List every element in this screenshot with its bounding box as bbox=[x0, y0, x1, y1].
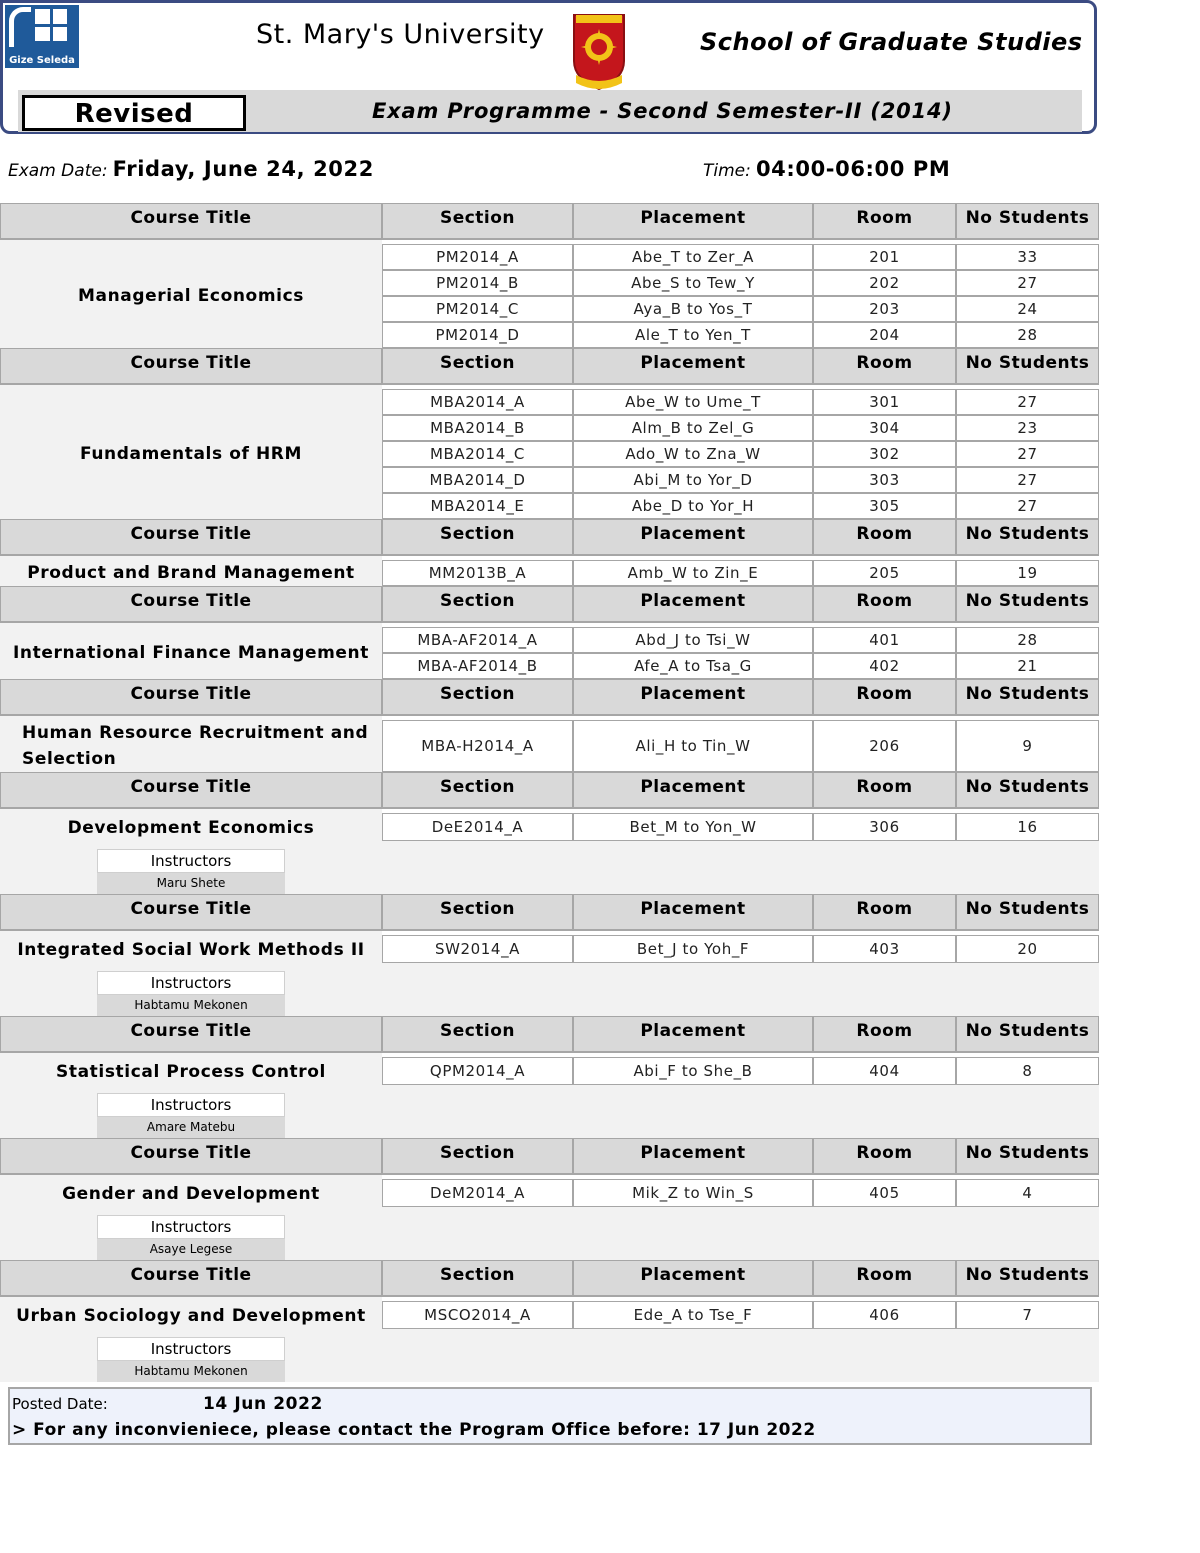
course-title: Human Resource Recruitment and Selection bbox=[22, 723, 369, 769]
section-cell: MM2013B_A bbox=[382, 560, 573, 586]
table-row bbox=[0, 244, 1099, 270]
placement-cell: Ede_A to Tse_F bbox=[573, 1301, 813, 1329]
section-cell: MBA-AF2014_A bbox=[382, 627, 573, 653]
room-cell: 203 bbox=[813, 296, 956, 322]
column-header: Room bbox=[813, 772, 956, 809]
room-cell: 401 bbox=[813, 627, 956, 653]
students-cell: 27 bbox=[956, 493, 1099, 519]
students-cell: 27 bbox=[956, 389, 1099, 415]
course-title: Product and Brand Management bbox=[27, 563, 355, 583]
course-cell bbox=[0, 813, 382, 894]
table-header-row bbox=[0, 519, 1099, 556]
table-row bbox=[0, 1179, 1099, 1207]
placement-cell: Afe_A to Tsa_G bbox=[573, 653, 813, 679]
column-header: No Students bbox=[956, 1260, 1099, 1297]
table-header-row bbox=[0, 1260, 1099, 1297]
exam-schedule-table bbox=[0, 203, 1099, 1382]
room-cell: 402 bbox=[813, 653, 956, 679]
table-header-row bbox=[0, 1138, 1099, 1175]
column-header: Course Title bbox=[0, 772, 382, 809]
section-cell: PM2014_A bbox=[382, 244, 573, 270]
course-cell bbox=[0, 1057, 382, 1138]
placement-cell: Abe_W to Ume_T bbox=[573, 389, 813, 415]
column-header: No Students bbox=[956, 772, 1099, 809]
students-cell: 4 bbox=[956, 1179, 1099, 1207]
placement-cell: Abi_F to She_B bbox=[573, 1057, 813, 1085]
placement-cell: Abe_T to Zer_A bbox=[573, 244, 813, 270]
exam-time-label: Time: bbox=[703, 161, 751, 181]
course-title: Gender and Development bbox=[62, 1184, 320, 1204]
column-header: Course Title bbox=[0, 348, 382, 385]
room-cell: 303 bbox=[813, 467, 956, 493]
placement-cell: Alm_B to Zel_G bbox=[573, 415, 813, 441]
course-cell bbox=[0, 389, 382, 519]
course-title: Integrated Social Work Methods II bbox=[17, 940, 365, 960]
university-name: St. Mary's University bbox=[256, 19, 545, 50]
section-cell: DeM2014_A bbox=[382, 1179, 573, 1207]
students-cell: 33 bbox=[956, 244, 1099, 270]
contact-notice: > For any inconvieniece, please contact the Program Office before: 17 Jun 2022 bbox=[12, 1420, 816, 1440]
students-cell: 24 bbox=[956, 296, 1099, 322]
students-cell: 19 bbox=[956, 560, 1099, 586]
column-header: Placement bbox=[573, 203, 813, 240]
students-cell: 8 bbox=[956, 1057, 1099, 1085]
room-cell: 301 bbox=[813, 389, 956, 415]
exam-time-line bbox=[703, 157, 950, 181]
gize-seleda-logo bbox=[5, 5, 79, 68]
column-header: No Students bbox=[956, 348, 1099, 385]
instructors-box bbox=[97, 971, 285, 1016]
instructor-name: Habtamu Mekonen bbox=[97, 1361, 285, 1382]
section-cell: DeE2014_A bbox=[382, 813, 573, 841]
column-header: Section bbox=[382, 679, 573, 716]
course-title: Fundamentals of HRM bbox=[79, 444, 303, 464]
course-title: Statistical Process Control bbox=[56, 1062, 326, 1082]
course-title: Urban Sociology and Development bbox=[16, 1306, 366, 1326]
instructors-box bbox=[97, 1215, 285, 1260]
course-cell bbox=[0, 560, 382, 586]
school-name: School of Graduate Studies bbox=[700, 28, 1083, 56]
table-row bbox=[0, 1057, 1099, 1085]
column-header: Course Title bbox=[0, 679, 382, 716]
table-header-row bbox=[0, 348, 1099, 385]
column-header: Course Title bbox=[0, 586, 382, 623]
column-header: Placement bbox=[573, 586, 813, 623]
column-header: Placement bbox=[573, 1138, 813, 1175]
column-header: Course Title bbox=[0, 519, 382, 556]
column-header: No Students bbox=[956, 679, 1099, 716]
column-header: Course Title bbox=[0, 1016, 382, 1053]
column-header: Placement bbox=[573, 1260, 813, 1297]
column-header: No Students bbox=[956, 1138, 1099, 1175]
course-cell bbox=[0, 1179, 382, 1260]
instructor-name: Maru Shete bbox=[97, 873, 285, 894]
column-header: Section bbox=[382, 1260, 573, 1297]
course-title: Development Economics bbox=[67, 818, 315, 838]
column-header: Section bbox=[382, 772, 573, 809]
course-cell bbox=[0, 1301, 382, 1382]
instructor-name: Asaye Legese bbox=[97, 1239, 285, 1260]
course-cell bbox=[0, 935, 382, 1016]
students-cell: 7 bbox=[956, 1301, 1099, 1329]
room-cell: 404 bbox=[813, 1057, 956, 1085]
table-header-row bbox=[0, 586, 1099, 623]
programme-title: Exam Programme - Second Semester-II (2014) bbox=[372, 99, 953, 123]
room-cell: 204 bbox=[813, 322, 956, 348]
room-cell: 304 bbox=[813, 415, 956, 441]
section-cell: MBA2014_E bbox=[382, 493, 573, 519]
instructors-label: Instructors bbox=[97, 1093, 285, 1117]
instructors-label: Instructors bbox=[97, 971, 285, 995]
exam-date-line bbox=[8, 157, 374, 181]
room-cell: 205 bbox=[813, 560, 956, 586]
section-cell: MBA2014_A bbox=[382, 389, 573, 415]
column-header: Placement bbox=[573, 519, 813, 556]
students-cell: 28 bbox=[956, 322, 1099, 348]
column-header: Room bbox=[813, 348, 956, 385]
section-cell: MBA2014_B bbox=[382, 415, 573, 441]
column-header: Course Title bbox=[0, 203, 382, 240]
table-header-row bbox=[0, 894, 1099, 931]
room-cell: 201 bbox=[813, 244, 956, 270]
room-cell: 406 bbox=[813, 1301, 956, 1329]
course-title: Managerial Economics bbox=[78, 286, 304, 306]
column-header: Room bbox=[813, 1016, 956, 1053]
table-row bbox=[0, 627, 1099, 653]
students-cell: 20 bbox=[956, 935, 1099, 963]
table-row bbox=[0, 720, 1099, 772]
column-header: Room bbox=[813, 519, 956, 556]
placement-cell: Ale_T to Yen_T bbox=[573, 322, 813, 348]
column-header: Section bbox=[382, 586, 573, 623]
placement-cell: Mik_Z to Win_S bbox=[573, 1179, 813, 1207]
course-title: International Finance Management bbox=[13, 643, 369, 663]
instructors-box bbox=[97, 1093, 285, 1138]
column-header: Section bbox=[382, 348, 573, 385]
column-header: No Students bbox=[956, 586, 1099, 623]
column-header: No Students bbox=[956, 1016, 1099, 1053]
column-header: Room bbox=[813, 1260, 956, 1297]
column-header: Course Title bbox=[0, 894, 382, 931]
column-header: No Students bbox=[956, 894, 1099, 931]
students-cell: 9 bbox=[956, 720, 1099, 772]
exam-date-label: Exam Date: bbox=[8, 161, 108, 181]
table-header-row bbox=[0, 1016, 1099, 1053]
instructor-name: Habtamu Mekonen bbox=[97, 995, 285, 1016]
room-cell: 403 bbox=[813, 935, 956, 963]
section-cell: MBA2014_D bbox=[382, 467, 573, 493]
posted-date-label: Posted Date: bbox=[12, 1395, 108, 1413]
students-cell: 23 bbox=[956, 415, 1099, 441]
table-row bbox=[0, 560, 1099, 586]
course-cell bbox=[0, 244, 382, 348]
section-cell: PM2014_B bbox=[382, 270, 573, 296]
footer-notice-box bbox=[8, 1387, 1092, 1445]
column-header: Room bbox=[813, 894, 956, 931]
column-header: Course Title bbox=[0, 1138, 382, 1175]
column-header: Placement bbox=[573, 348, 813, 385]
instructors-label: Instructors bbox=[97, 1337, 285, 1361]
placement-cell: Aya_B to Yos_T bbox=[573, 296, 813, 322]
logo-label: Gize Seleda bbox=[9, 55, 75, 66]
instructor-name: Amare Matebu bbox=[97, 1117, 285, 1138]
table-row bbox=[0, 389, 1099, 415]
column-header: Course Title bbox=[0, 1260, 382, 1297]
course-cell bbox=[0, 627, 382, 679]
instructors-label: Instructors bbox=[97, 849, 285, 873]
instructors-box bbox=[97, 849, 285, 894]
column-header: Section bbox=[382, 203, 573, 240]
column-header: No Students bbox=[956, 203, 1099, 240]
column-header: Placement bbox=[573, 679, 813, 716]
exam-time-value: 04:00-06:00 PM bbox=[755, 157, 951, 181]
column-header: Room bbox=[813, 679, 956, 716]
section-cell: MSCO2014_A bbox=[382, 1301, 573, 1329]
students-cell: 27 bbox=[956, 467, 1099, 493]
column-header: Section bbox=[382, 519, 573, 556]
section-cell: SW2014_A bbox=[382, 935, 573, 963]
column-header: Placement bbox=[573, 772, 813, 809]
room-cell: 302 bbox=[813, 441, 956, 467]
placement-cell: Bet_M to Yon_W bbox=[573, 813, 813, 841]
table-header-row bbox=[0, 203, 1099, 240]
section-cell: MBA-AF2014_B bbox=[382, 653, 573, 679]
logo-swoosh-icon bbox=[9, 7, 31, 47]
room-cell: 306 bbox=[813, 813, 956, 841]
room-cell: 305 bbox=[813, 493, 956, 519]
room-cell: 206 bbox=[813, 720, 956, 772]
column-header: Section bbox=[382, 1138, 573, 1175]
course-cell bbox=[0, 720, 382, 772]
placement-cell: Ali_H to Tin_W bbox=[573, 720, 813, 772]
column-header: Room bbox=[813, 203, 956, 240]
students-cell: 27 bbox=[956, 270, 1099, 296]
placement-cell: Abe_S to Tew_Y bbox=[573, 270, 813, 296]
students-cell: 21 bbox=[956, 653, 1099, 679]
section-cell: PM2014_D bbox=[382, 322, 573, 348]
section-cell: QPM2014_A bbox=[382, 1057, 573, 1085]
revised-badge: Revised bbox=[22, 95, 246, 131]
column-header: Section bbox=[382, 1016, 573, 1053]
instructors-box bbox=[97, 1337, 285, 1382]
students-cell: 27 bbox=[956, 441, 1099, 467]
section-cell: MBA2014_C bbox=[382, 441, 573, 467]
column-header: Room bbox=[813, 586, 956, 623]
placement-cell: Bet_J to Yoh_F bbox=[573, 935, 813, 963]
students-cell: 28 bbox=[956, 627, 1099, 653]
table-header-row bbox=[0, 679, 1099, 716]
table-row bbox=[0, 935, 1099, 963]
table-header-row bbox=[0, 772, 1099, 809]
placement-cell: Abd_J to Tsi_W bbox=[573, 627, 813, 653]
placement-cell: Abe_D to Yor_H bbox=[573, 493, 813, 519]
column-header: No Students bbox=[956, 519, 1099, 556]
posted-date-value: 14 Jun 2022 bbox=[203, 1394, 323, 1414]
room-cell: 405 bbox=[813, 1179, 956, 1207]
section-cell: MBA-H2014_A bbox=[382, 720, 573, 772]
table-row bbox=[0, 813, 1099, 841]
placement-cell: Amb_W to Zin_E bbox=[573, 560, 813, 586]
room-cell: 202 bbox=[813, 270, 956, 296]
column-header: Room bbox=[813, 1138, 956, 1175]
column-header: Placement bbox=[573, 1016, 813, 1053]
instructors-label: Instructors bbox=[97, 1215, 285, 1239]
table-row bbox=[0, 1301, 1099, 1329]
placement-cell: Abi_M to Yor_D bbox=[573, 467, 813, 493]
column-header: Placement bbox=[573, 894, 813, 931]
students-cell: 16 bbox=[956, 813, 1099, 841]
logo-windows-icon bbox=[35, 9, 67, 41]
section-cell: PM2014_C bbox=[382, 296, 573, 322]
university-crest-icon bbox=[568, 9, 630, 93]
column-header: Section bbox=[382, 894, 573, 931]
placement-cell: Ado_W to Zna_W bbox=[573, 441, 813, 467]
exam-date-value: Friday, June 24, 2022 bbox=[112, 157, 374, 181]
